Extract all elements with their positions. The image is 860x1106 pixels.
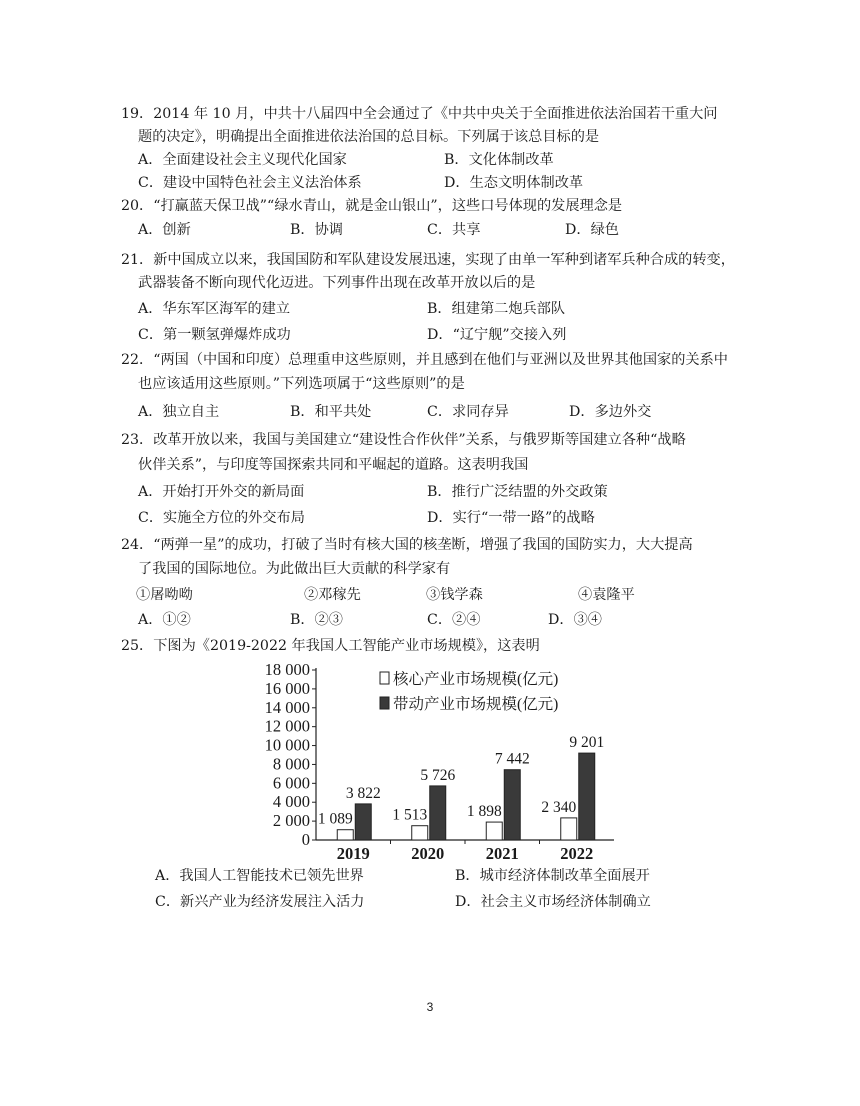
bar-driven-2020 bbox=[430, 786, 446, 840]
q24-option-a: A．①② bbox=[138, 612, 191, 628]
q24-option-b: B．②③ bbox=[290, 612, 343, 628]
page-number: 3 bbox=[426, 1000, 434, 1014]
q24-item-4: ④袁隆平 bbox=[578, 587, 635, 603]
q23-stem-line2: 伙伴关系”，与印度等国探索共同和平崛起的道路。这表明我国 bbox=[138, 457, 529, 473]
x-axis bbox=[316, 840, 614, 862]
bar-core-2021 bbox=[486, 822, 502, 840]
q21-option-b: B．组建第二炮兵部队 bbox=[427, 301, 566, 317]
data-label-core-2020: 1 513 bbox=[392, 806, 428, 824]
q25-option-a: A．我国人工智能技术已领先世界 bbox=[155, 868, 364, 884]
y-tick-label: 0 bbox=[301, 830, 310, 849]
y-tick-label: 10 000 bbox=[264, 735, 310, 755]
data-label-core-2019: 1 089 bbox=[317, 810, 353, 828]
q23-option-c: C．实施全方位的外交布局 bbox=[138, 510, 305, 526]
bar-core-2019 bbox=[337, 830, 353, 840]
y-tick-label: 12 000 bbox=[264, 716, 310, 736]
q24-item-3: ③钱学森 bbox=[426, 587, 483, 603]
bar-driven-2019 bbox=[355, 804, 371, 840]
x-tick-label: 2019 bbox=[336, 844, 370, 862]
legend-swatch-2 bbox=[380, 697, 389, 709]
q22-option-d: D．多边外交 bbox=[569, 404, 652, 420]
legend-label-2: 带动产业市场规模(亿元) bbox=[393, 696, 559, 713]
legend-label-1: 核心产业市场规模(亿元) bbox=[393, 671, 559, 688]
data-label-core-2021: 1 898 bbox=[466, 803, 502, 821]
q24-item-2: ②邓稼先 bbox=[304, 587, 361, 603]
q22-option-a: A．独立自主 bbox=[138, 404, 220, 420]
q22-option-b: B．和平共处 bbox=[290, 404, 372, 420]
y-tick-label: 18 000 bbox=[264, 660, 310, 679]
y-tick-label: 14 000 bbox=[264, 697, 310, 717]
q23-option-a: A．开始打开外交的新局面 bbox=[138, 484, 305, 500]
q19-stem-line1: 19．2014 年 10 月，中共十八届四中全会通过了《中共中央关于全面推进依法治国若干重大问 bbox=[121, 106, 718, 122]
y-tick-label: 2 000 bbox=[272, 811, 310, 831]
q20-option-a: A．创新 bbox=[138, 222, 191, 238]
q21-stem-line1: 21．新中国成立以来，我国国防和军队建设发展迅速，实现了由单一军种到诸军兵种合成的转变， bbox=[121, 252, 735, 268]
q23-option-b: B．推行广泛结盟的外交政策 bbox=[427, 484, 608, 500]
q19-option-c: C．建设中国特色社会主义法治体系 bbox=[138, 175, 362, 191]
q24-stem-line2: 了我国的国际地位。为此做出巨大贡献的科学家有 bbox=[138, 561, 451, 577]
bar-driven-2022 bbox=[579, 753, 595, 840]
q25-option-b: B．城市经济体制改革全面展开 bbox=[455, 868, 650, 884]
legend bbox=[380, 669, 558, 713]
q23-option-d: D．实行“一带一路”的战略 bbox=[427, 510, 595, 526]
q25-option-d: D．社会主义市场经济体制确立 bbox=[455, 894, 651, 910]
q19-stem-line2: 题的决定》，明确提出全面推进依法治国的总目标。下列属于该总目标的是 bbox=[138, 129, 600, 145]
q19-option-b: B．文化体制改革 bbox=[444, 152, 554, 168]
data-label-core-2022: 2 340 bbox=[541, 798, 577, 816]
data-label-driven-2021: 7 442 bbox=[494, 750, 530, 768]
q21-stem-line2: 武器装备不断向现代化迈进。下列事件出现在改革开放以后的是 bbox=[138, 275, 536, 291]
x-tick-label: 2021 bbox=[485, 844, 519, 862]
q21-option-c: C．第一颗氢弹爆炸成功 bbox=[138, 327, 291, 343]
y-tick-label: 8 000 bbox=[272, 754, 310, 774]
q24-item-1: ①屠呦呦 bbox=[136, 587, 193, 603]
y-axis bbox=[265, 660, 316, 849]
bar-core-2020 bbox=[412, 826, 428, 840]
q24-stem-line1: 24．“两弹一星”的成功，打破了当时有核大国的核垄断，增强了我国的国防实力，大大提高 bbox=[121, 537, 693, 553]
q20-stem: 20．“打赢蓝天保卫战”“绿水青山，就是金山银山”，这些口号体现的发展理念是 bbox=[121, 198, 623, 214]
legend-swatch-1 bbox=[380, 672, 389, 684]
y-tick-label: 16 000 bbox=[264, 678, 310, 698]
x-tick-label: 2020 bbox=[411, 844, 445, 862]
q19-option-a: A．全面建设社会主义现代化国家 bbox=[138, 152, 347, 168]
q25-option-c: C．新兴产业为经济发展注入活力 bbox=[155, 894, 365, 910]
q22-stem-line1: 22．“两国（中国和印度）总理重申这些原则，并且感到在他们与亚洲以及世界其他国家的关系中 bbox=[121, 352, 728, 368]
bar-core-2022 bbox=[561, 818, 577, 840]
data-label-driven-2022: 9 201 bbox=[569, 734, 605, 752]
q20-option-b: B．协调 bbox=[290, 222, 343, 238]
q22-stem-line2: 也应该适用这些原则。”下列选项属于“这些原则”的是 bbox=[138, 376, 465, 392]
q19-option-d: D．生态文明体制改革 bbox=[444, 175, 584, 191]
y-tick-label: 4 000 bbox=[272, 792, 310, 812]
data-label-driven-2019: 3 822 bbox=[345, 784, 381, 802]
q24-option-d: D．③④ bbox=[548, 612, 602, 628]
q23-stem-line1: 23．改革开放以来，我国与美国建立“建设性合作伙伴”关系，与俄罗斯等国建立各种“战略 bbox=[121, 432, 686, 448]
q24-option-c: C．②④ bbox=[427, 612, 481, 628]
x-tick-label: 2022 bbox=[560, 844, 594, 862]
bar-driven-2021 bbox=[504, 770, 520, 840]
data-label-driven-2020: 5 726 bbox=[420, 766, 456, 784]
q20-option-c: C．共享 bbox=[427, 222, 481, 238]
q22-option-c: C．求同存异 bbox=[427, 404, 509, 420]
q25-stem: 25．下图为《2019-2022 年我国人工智能产业市场规模》，这表明 bbox=[121, 638, 540, 654]
bars bbox=[318, 734, 604, 840]
ai-market-bar-chart bbox=[262, 658, 622, 862]
y-tick-label: 6 000 bbox=[272, 773, 310, 793]
q21-option-a: A．华东军区海军的建立 bbox=[138, 301, 291, 317]
q20-option-d: D．绿色 bbox=[565, 222, 619, 238]
q21-option-d: D．“辽宁舰”交接入列 bbox=[427, 327, 567, 343]
